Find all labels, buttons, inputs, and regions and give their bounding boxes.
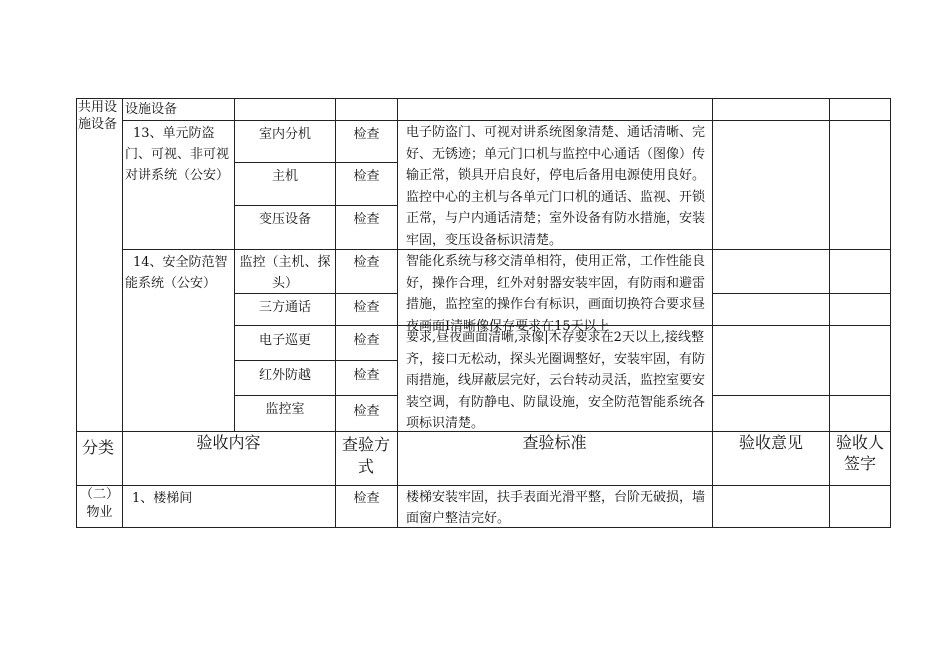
row-divider [712, 293, 891, 294]
header-signer: 验收人签字 [835, 433, 884, 473]
check-method: 检查 [353, 300, 380, 315]
row-divider [234, 162, 397, 163]
check-method: 检查 [353, 333, 380, 348]
col-divider [712, 98, 713, 528]
header-method: 查验方式 [341, 435, 390, 476]
col-divider [397, 98, 398, 528]
item-title: 1、楼梯间 [132, 491, 193, 506]
col-divider [122, 98, 123, 528]
inspection-standard: 电子防盗门、可视对讲系统图象清楚、通话清晰、完好、无锈迹；单元门口机与监控中心通话（图像）传输正常，锁具开启良好，停电后备用电源使用良好。监控中心的主机与各单元门口机的通话、监视、开锁正常，与户内通话清楚；室外设备有防水措施，安装牢固，变压设备标识清楚。 [406, 125, 706, 248]
header-opinion: 验收意见 [738, 433, 803, 452]
sub-item-name: 三方通话 [258, 300, 311, 315]
header-content: 验收内容 [196, 433, 261, 452]
item-title: 14、安全防范智能系统（公安） [125, 255, 228, 291]
sub-item-name: 室内分机 [258, 127, 311, 142]
sub-item-name: 监控室 [265, 402, 305, 417]
header-standard: 查验标准 [522, 433, 587, 452]
check-method: 检查 [353, 404, 380, 419]
check-method: 检查 [353, 212, 380, 227]
inspection-standard: 要求,昼夜画面清晰,录像|木存要求在2天以上,接线整齐，接口无松动，探头光圈调整好，安装牢固，有防雨措施，线屏蔽层完好，云台转动灵活，监控室要安装空调，有防静电、防鼠设施，安全防范智能系统各项标识清楚。 [406, 330, 706, 432]
row-divider [122, 120, 891, 121]
item-title: 13、单元防盗门、可视、非可视对讲系统（公安） [125, 126, 230, 183]
row-divider [234, 360, 397, 361]
sub-item-name: 红外防越 [258, 368, 311, 383]
header-category: 分类 [82, 438, 115, 457]
sub-item-name: 变压设备 [258, 212, 311, 227]
check-method: 检查 [353, 127, 380, 142]
category-label: 共用设施设备 [78, 100, 118, 132]
table-border-top [76, 98, 891, 99]
row-divider [712, 395, 891, 396]
sub-item-name: 主机 [271, 169, 298, 184]
col-divider [76, 98, 77, 528]
row-divider [234, 205, 397, 206]
check-method: 检查 [353, 255, 380, 270]
check-method: 检查 [353, 368, 380, 383]
inspection-standard: 楼梯安装牢固，扶手表面光滑平整，台阶无破损，墙面窗户整洁完好。 [406, 490, 706, 526]
category-label: （二）物业 [79, 487, 119, 520]
col-divider [829, 98, 830, 528]
row-content: 设施设备 [125, 102, 178, 117]
table-border-right [890, 98, 891, 528]
sub-item-name: 电子巡更 [258, 333, 311, 348]
row-divider [234, 395, 397, 396]
header-bottom-border [76, 485, 891, 486]
check-method: 检查 [353, 491, 380, 506]
check-method: 检查 [353, 169, 380, 184]
inspection-standard: 智能化系统与移交清单相符，使用正常，工作性能良好，操作合理，红外对射器安装牢固，有防雨和避雷措施，监控室的操作台有标识，画面切换符合要求昼夜画面Ⅰ清晰像保存要求在15天以上 [406, 254, 706, 334]
sub-item-name: 监控（主机、探头） [239, 255, 331, 291]
